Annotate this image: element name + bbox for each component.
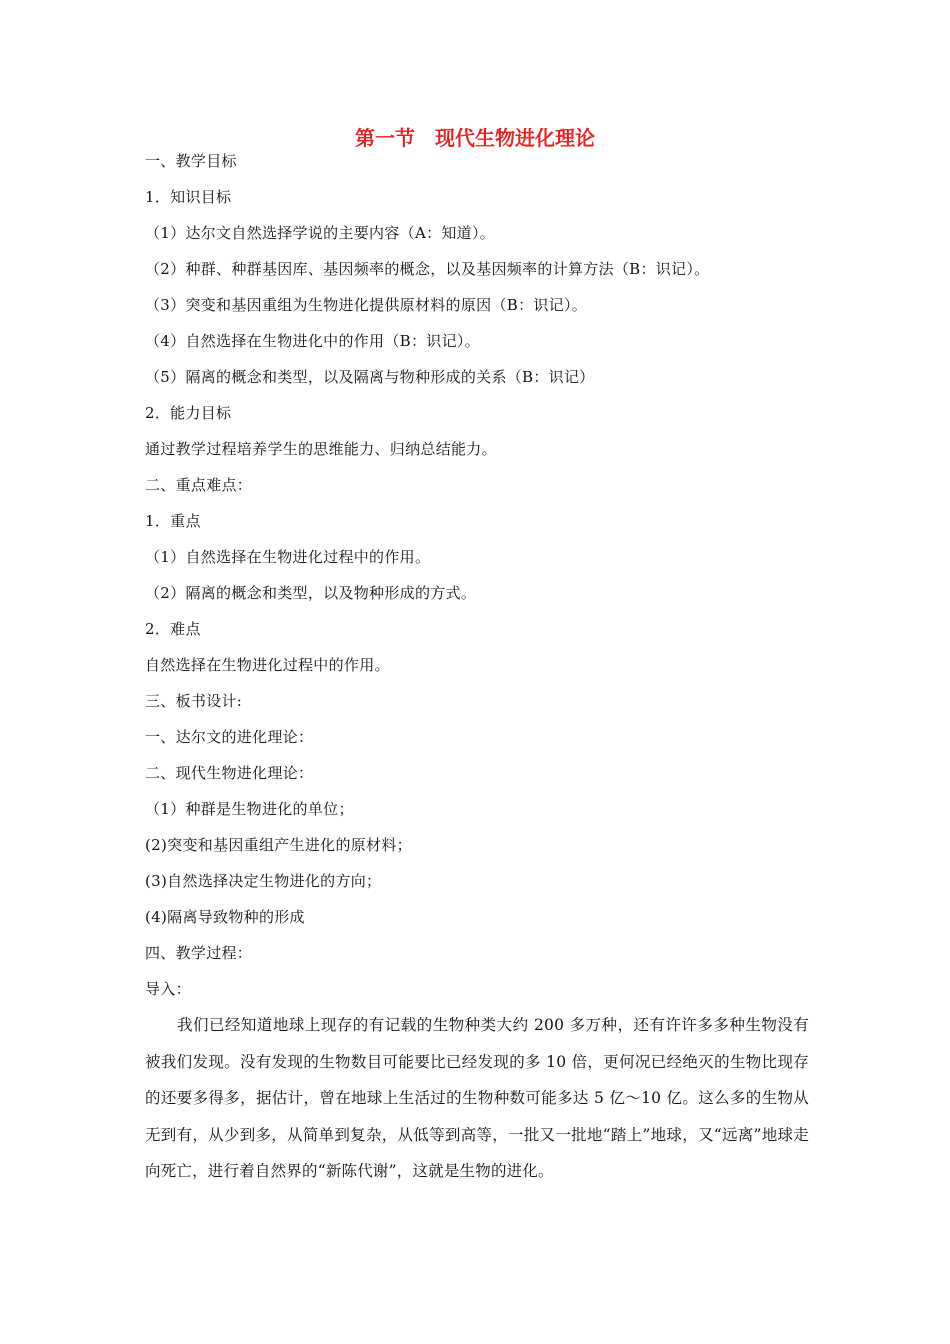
subheading-knowledge-goals: 1．知识目标 bbox=[145, 188, 232, 206]
section-heading-board-design: 三、板书设计: bbox=[145, 692, 243, 710]
section-heading-teaching-process: 四、教学过程： bbox=[145, 944, 253, 962]
list-item: （5）隔离的概念和类型，以及隔离与物种形成的关系（B：识记） bbox=[145, 368, 595, 386]
subheading-difficulty: 2．难点 bbox=[145, 620, 201, 638]
outline-lines bbox=[145, 150, 815, 1014]
list-item: (2)突变和基因重组产生进化的原材料； bbox=[145, 836, 412, 854]
body-line: 自然选择在生物进化过程中的作用。 bbox=[145, 656, 390, 674]
subheading-introduction: 导入： bbox=[145, 980, 191, 998]
list-item: （4）自然选择在生物进化中的作用（B：识记）。 bbox=[145, 332, 480, 350]
body-line: 通过教学过程培养学生的思维能力、归纳总结能力。 bbox=[145, 440, 497, 458]
section-heading-key-points: 二、重点难点： bbox=[145, 476, 253, 494]
board-heading-modern-theory: 二、现代生物进化理论： bbox=[145, 764, 314, 782]
list-item: （2）种群、种群基因库、基因频率的概念，以及基因频率的计算方法（B：识记）。 bbox=[145, 260, 710, 278]
list-item: (4)隔离导致物种的形成 bbox=[145, 908, 305, 926]
page-title: 第一节 现代生物进化理论 bbox=[355, 126, 595, 150]
board-heading-darwin: 一、达尔文的进化理论： bbox=[145, 728, 314, 746]
list-item: （1）自然选择在生物进化过程中的作用。 bbox=[145, 548, 431, 566]
list-item: （3）突变和基因重组为生物进化提供原材料的原因（B：识记）。 bbox=[145, 296, 588, 314]
list-item: （1）达尔文自然选择学说的主要内容（A：知道）。 bbox=[145, 224, 496, 242]
subheading-ability-goals: 2．能力目标 bbox=[145, 404, 232, 422]
subheading-key-point: 1．重点 bbox=[145, 512, 201, 530]
section-heading-teaching-goals: 一、教学目标 bbox=[145, 152, 237, 170]
list-item: （2）隔离的概念和类型，以及物种形成的方式。 bbox=[145, 584, 477, 602]
introduction-paragraph: 我们已经知道地球上现存的有记载的生物种类大约 200 多万种，还有许许多多种生物没有被我们发现。没有发现的生物数目可能要比已经发现的多 10 倍，更何况已经绝灭的生物比现存的还要多得多，据估计，曾在地球上生活过的生物种数可能多达 5 亿～10 亿。这么多的生物从无到有，从少到多，从简单到复杂，从低等到高等，一批又一批地“踏上”地球，又“远离”地球走向死亡，进行着自然界的“新陈代谢”，这就是生物的进化。 bbox=[145, 1016, 809, 1180]
list-item: (3)自然选择决定生物进化的方向； bbox=[145, 872, 382, 890]
list-item: （1）种群是生物进化的单位； bbox=[145, 800, 354, 818]
